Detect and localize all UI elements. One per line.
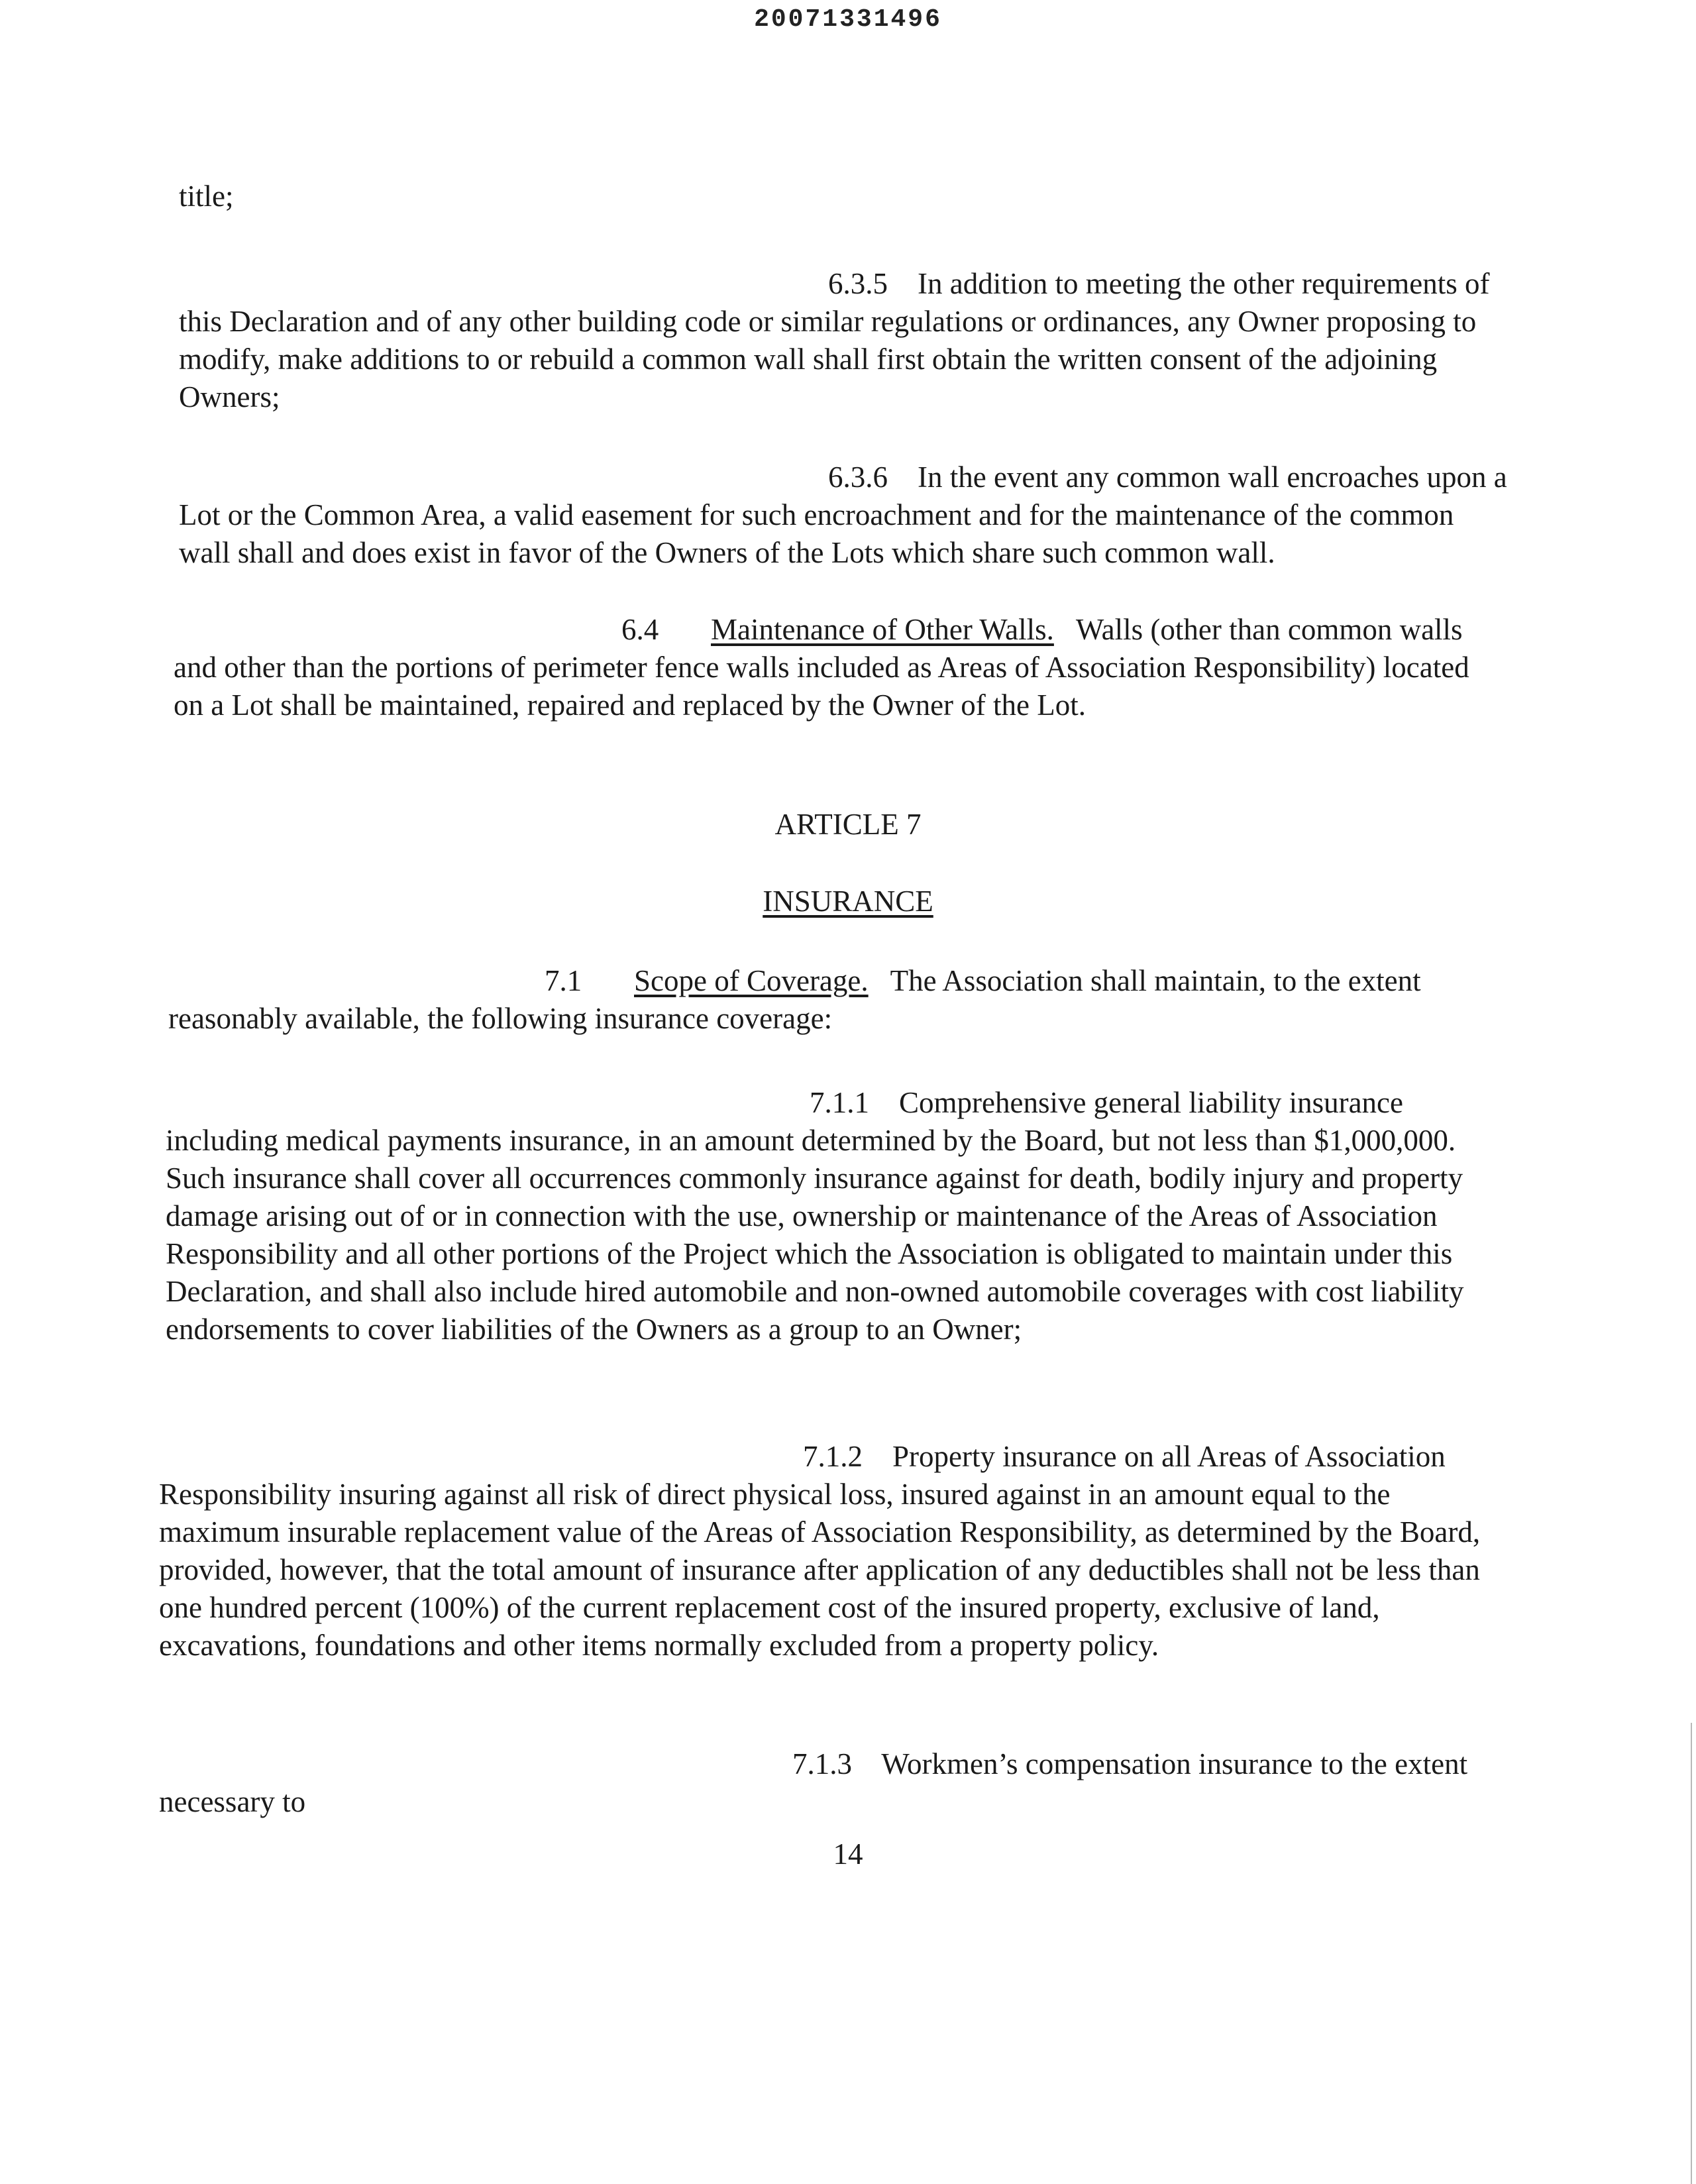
paragraph-text: Property insurance on all Areas of Association Responsibility insuring against all risk of direct physical loss, insured against in an amount equal to the maximum insurable replacement value of the Areas of Association Responsibility, as determined by the Board, provided, however, that the total amount of insurance after application of any deductibles shall not be less than one hundred percent (100%) of the current replacement cost of the insured property, exclusive of land, excavations, foundations and other items normally excluded from a property policy. [159, 1440, 1481, 1662]
section-number: 7.1.2 [803, 1440, 863, 1473]
section-title: Scope of Coverage. [634, 964, 869, 997]
scan-edge [1691, 1723, 1692, 2184]
document-stamp-number: 20071331496 [754, 5, 942, 34]
paragraph-7-1 [168, 962, 1487, 1038]
paragraph-fragment [179, 178, 1497, 215]
paragraph-6-3-5 [179, 265, 1497, 416]
paragraph-7-1-2 [159, 1438, 1491, 1665]
paragraph-6-4 [174, 611, 1492, 724]
paragraph-text: Workmen’s compensation insurance to the extent necessary to [159, 1747, 1468, 1818]
section-number: 7.1 [545, 964, 582, 997]
paragraph-text: In addition to meeting the other requirements of this Declaration and of any other building code or similar regulations or ordinances, any Owner proposing to modify, make additions to or rebuild a common wall shall first obtain the written consent of the adjoining Owners; [179, 267, 1490, 413]
page-number: 14 [833, 1837, 863, 1871]
paragraph-6-3-6 [179, 459, 1510, 572]
section-title: Maintenance of Other Walls. [711, 613, 1054, 646]
paragraph-text: The Association shall maintain, to the extent reasonably available, the following insurance coverage: [168, 964, 1421, 1035]
paragraph-7-1-3 [159, 1745, 1477, 1821]
section-number: 6.3.6 [828, 461, 888, 494]
section-number: 7.1.1 [810, 1086, 869, 1119]
paragraph-text: title; [179, 180, 234, 213]
section-number: 7.1.3 [792, 1747, 852, 1780]
article-label: ARTICLE 7 [774, 808, 922, 841]
section-number: 6.4 [621, 613, 659, 646]
paragraph-text: In the event any common wall encroaches upon a Lot or the Common Area, a valid easement for such encroachment and for the maintenance of the common wall shall and does exist in favor of the Owners of the Lots which share such common wall. [179, 461, 1507, 569]
article-title [0, 884, 1696, 918]
paragraph-7-1-1 [166, 1084, 1497, 1348]
article-title-text: INSURANCE [763, 885, 933, 918]
paragraph-text: Comprehensive general liability insurance including medical payments insurance, in an amount determined by the Board, but not less than $1,000,000. Such insurance shall cover all occurrences commonly insurance against for death, bodily injury and property damage arising out of or in connection with the use, ownership or maintenance of the Areas of Association Responsibility and all other portions of the Project which the Association is obligated to maintain under this Declaration, and shall also include hired automobile and non-owned automobile coverages with cost liability endorsements to cover liabilities of the Owners as a group to an Owner; [166, 1086, 1464, 1346]
section-number: 6.3.5 [828, 267, 888, 300]
paragraph-text: Walls (other than common walls and other than the portions of perimeter fence walls included as Areas of Association Responsibility) located on a Lot shall be maintained, repaired and replaced by the Owner of the Lot. [174, 613, 1469, 722]
